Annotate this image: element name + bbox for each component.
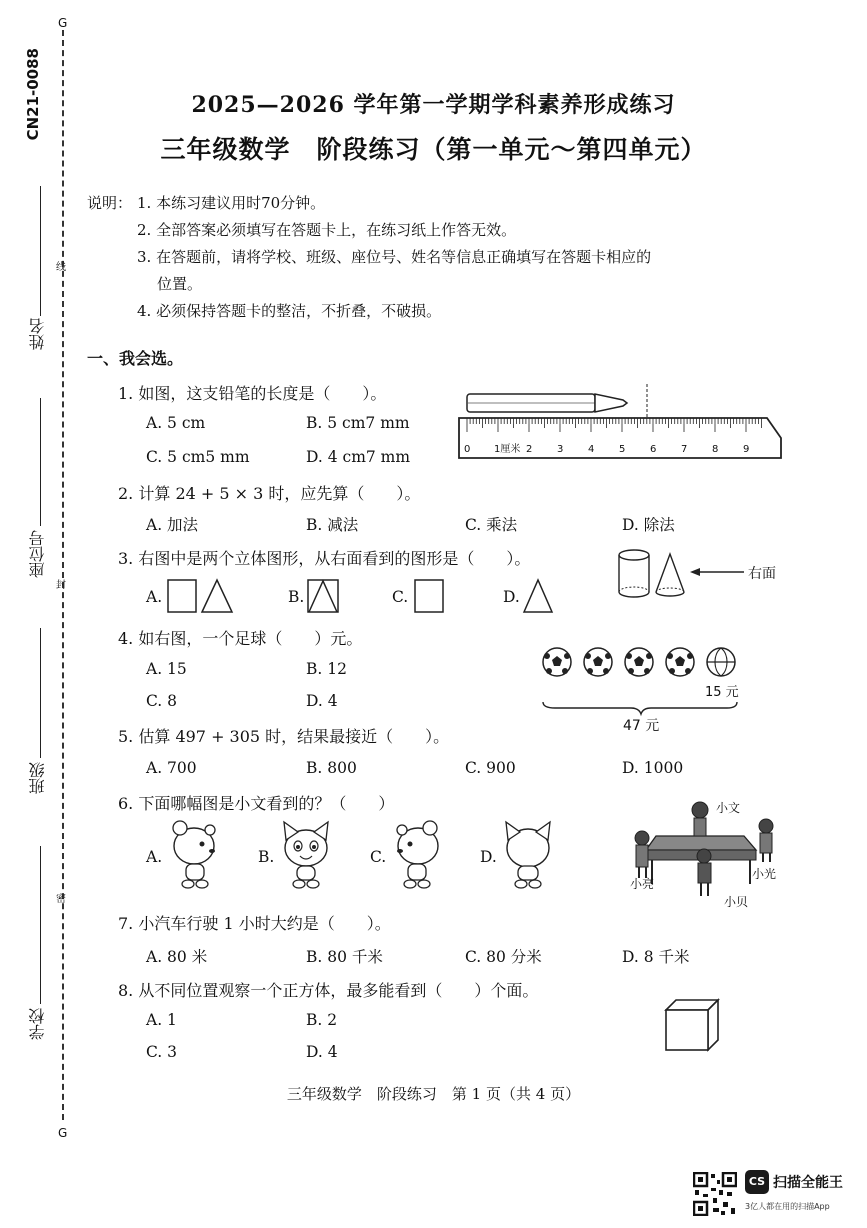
scanner-watermark: [745, 1170, 860, 1220]
qr-code-icon: [693, 1172, 737, 1216]
q4-option-a[interactable]: A. 15: [146, 660, 187, 678]
ruler-label: 2: [526, 444, 533, 455]
name-xiaobei: 小贝: [724, 895, 749, 909]
top-mark: G: [58, 16, 68, 30]
q8-option-d[interactable]: D. 4: [306, 1043, 338, 1061]
q6-option-b-dog-front-icon: [278, 818, 334, 892]
ruler-label: 1厘米: [494, 444, 521, 455]
q5-option-b[interactable]: B. 800: [306, 759, 357, 777]
q8-option-c[interactable]: C. 3: [146, 1043, 178, 1061]
bottom-mark: G: [58, 1126, 68, 1140]
name-label: 姓名: [28, 318, 47, 350]
ruler-label: 9: [743, 444, 750, 455]
question-4: 4. 如右图，一个足球（ ）元。: [118, 629, 363, 648]
q7-option-b[interactable]: B. 80 千米: [306, 948, 383, 966]
class-field-line[interactable]: [40, 628, 41, 758]
basketball-icon: [707, 648, 735, 676]
q8-cube-figure: [662, 996, 724, 1054]
q1-option-c[interactable]: C. 5 cm5 mm: [146, 448, 250, 466]
margin-mark-feng: 封: [56, 580, 66, 591]
q4-basketball-price: 15 元: [705, 685, 739, 700]
instructions: [87, 190, 807, 325]
seat-field-line[interactable]: [40, 398, 41, 526]
q3-option-a-shapes: [166, 578, 236, 614]
instruction-3: 3. 在答题前，请将学校、班级、座位号、姓名等信息正确填写在答题卡相应的: [137, 248, 652, 266]
q2-option-d[interactable]: D. 除法: [622, 516, 675, 534]
q1-option-b[interactable]: B. 5 cm7 mm: [306, 414, 410, 432]
question-3: 3. 右图中是两个立体图形，从右面看到的图形是（ ）。: [118, 549, 531, 568]
school-field-line[interactable]: [40, 846, 41, 1004]
instruction-2: 2. 全部答案必须填写在答题卡上，在练习纸上作答无效。: [137, 221, 517, 239]
q3-option-b[interactable]: B.: [288, 588, 305, 606]
pencil-ruler-figure: [455, 380, 790, 466]
instruction-1: 1. 本练习建议用时70分钟。: [137, 194, 326, 212]
ruler-label: 4: [588, 444, 595, 455]
scanner-tagline: 3亿人都在用的扫描App: [745, 1202, 830, 1211]
q2-option-c[interactable]: C. 乘法: [465, 516, 518, 534]
q3-option-d-shape: [522, 578, 556, 614]
q6-option-d-dog-back-icon: [500, 818, 556, 892]
instruction-4: 4. 必须保持答题卡的整洁，不折叠，不破损。: [137, 302, 442, 320]
q6-option-a-dog-side-icon: [166, 818, 222, 892]
q4-balls-figure: [535, 644, 750, 734]
section-title: 一、我会选。: [87, 349, 184, 368]
question-5: 5. 估算 497 + 305 时，结果最接近（ ）。: [118, 727, 450, 746]
question-8: 8. 从不同位置观察一个正方体，最多能看到（ ）个面。: [118, 981, 539, 1000]
q5-option-c[interactable]: C. 900: [465, 759, 516, 777]
football-icon: [584, 648, 612, 676]
q2-option-b[interactable]: B. 减法: [306, 516, 359, 534]
football-icon: [543, 648, 571, 676]
q2-option-a[interactable]: A. 加法: [146, 516, 199, 534]
q5-option-a[interactable]: A. 700: [146, 759, 197, 777]
name-xiaoguang: 小光: [752, 867, 777, 881]
margin-mark-xian: 线: [56, 262, 66, 273]
q4-total-price: 47 元: [623, 718, 660, 734]
ruler-label: 5: [619, 444, 626, 455]
exam-subtitle: 三年级数学 阶段练习（第一单元～第四单元）: [160, 135, 707, 164]
name-xiaoliang: 小亮: [630, 877, 655, 891]
q3-option-d[interactable]: D.: [503, 588, 520, 606]
ruler-label: 3: [557, 444, 564, 455]
paper-code: CN21-0088: [24, 48, 42, 141]
q7-option-c[interactable]: C. 80 分米: [465, 948, 542, 966]
margin-mark-mi: 密: [56, 894, 66, 905]
question-1: 1. 如图，这支铅笔的长度是（ ）。: [118, 384, 387, 403]
ruler-label: 0: [464, 444, 471, 455]
q3-option-a[interactable]: A.: [146, 588, 163, 606]
q5-option-d[interactable]: D. 1000: [622, 759, 684, 777]
q8-option-a[interactable]: A. 1: [146, 1011, 177, 1029]
q1-option-d[interactable]: D. 4 cm7 mm: [306, 448, 411, 466]
question-6: 6. 下面哪幅图是小文看到的？（ ）: [118, 794, 395, 813]
instructions-lead: 说明：: [87, 194, 133, 212]
q7-option-d[interactable]: D. 8 千米: [622, 948, 690, 966]
name-xiaowen: 小文: [716, 801, 741, 815]
q7-option-a[interactable]: A. 80 米: [146, 948, 208, 966]
q4-option-d[interactable]: D. 4: [306, 692, 338, 710]
page-footer: 三年级数学 阶段练习 第 1 页（共 4 页）: [286, 1085, 581, 1103]
question-7: 7. 小汽车行驶 1 小时大约是（ ）。: [118, 914, 391, 933]
q6-option-c-dog-side-icon: [390, 818, 446, 892]
q1-option-a[interactable]: A. 5 cm: [146, 414, 206, 432]
person-icon: [697, 849, 711, 896]
instruction-3-cont: 位置。: [157, 275, 203, 293]
football-icon: [625, 648, 653, 676]
person-icon: [635, 831, 649, 878]
school-label: 学校: [28, 1008, 47, 1040]
exam-title: 2025—2026 学年第一学期学科素养形成练习: [191, 92, 676, 118]
q6-option-a[interactable]: A.: [146, 848, 163, 866]
ruler-label: 8: [712, 444, 719, 455]
q6-option-d[interactable]: D.: [480, 848, 497, 866]
ruler-label: 6: [650, 444, 657, 455]
binding-dashed-line: [62, 30, 64, 1120]
class-label: 班级: [28, 762, 47, 794]
scanner-app-name: 扫描全能王: [773, 1175, 843, 1191]
q4-option-b[interactable]: B. 12: [306, 660, 347, 678]
q6-option-c[interactable]: C.: [370, 848, 387, 866]
ruler-label: 7: [681, 444, 688, 455]
q4-option-c[interactable]: C. 8: [146, 692, 178, 710]
q3-option-b-shape: [306, 578, 342, 614]
person-icon: [759, 819, 773, 862]
name-field-line[interactable]: [40, 186, 41, 316]
q3-right-label: 右面: [748, 566, 776, 582]
person-icon: [692, 802, 708, 836]
q6-table-scene-figure: [616, 792, 792, 910]
camscanner-logo-icon: CS: [745, 1170, 769, 1194]
question-2: 2. 计算 24 + 5 × 3 时，应先算（ ）。: [118, 484, 421, 503]
q6-option-b[interactable]: B.: [258, 848, 275, 866]
football-icon: [666, 648, 694, 676]
q3-option-c-shape: [413, 578, 447, 614]
q3-solids-figure: [608, 546, 788, 602]
seat-label: 座位号: [28, 530, 47, 578]
q3-option-c[interactable]: C.: [392, 588, 409, 606]
q8-option-b[interactable]: B. 2: [306, 1011, 338, 1029]
